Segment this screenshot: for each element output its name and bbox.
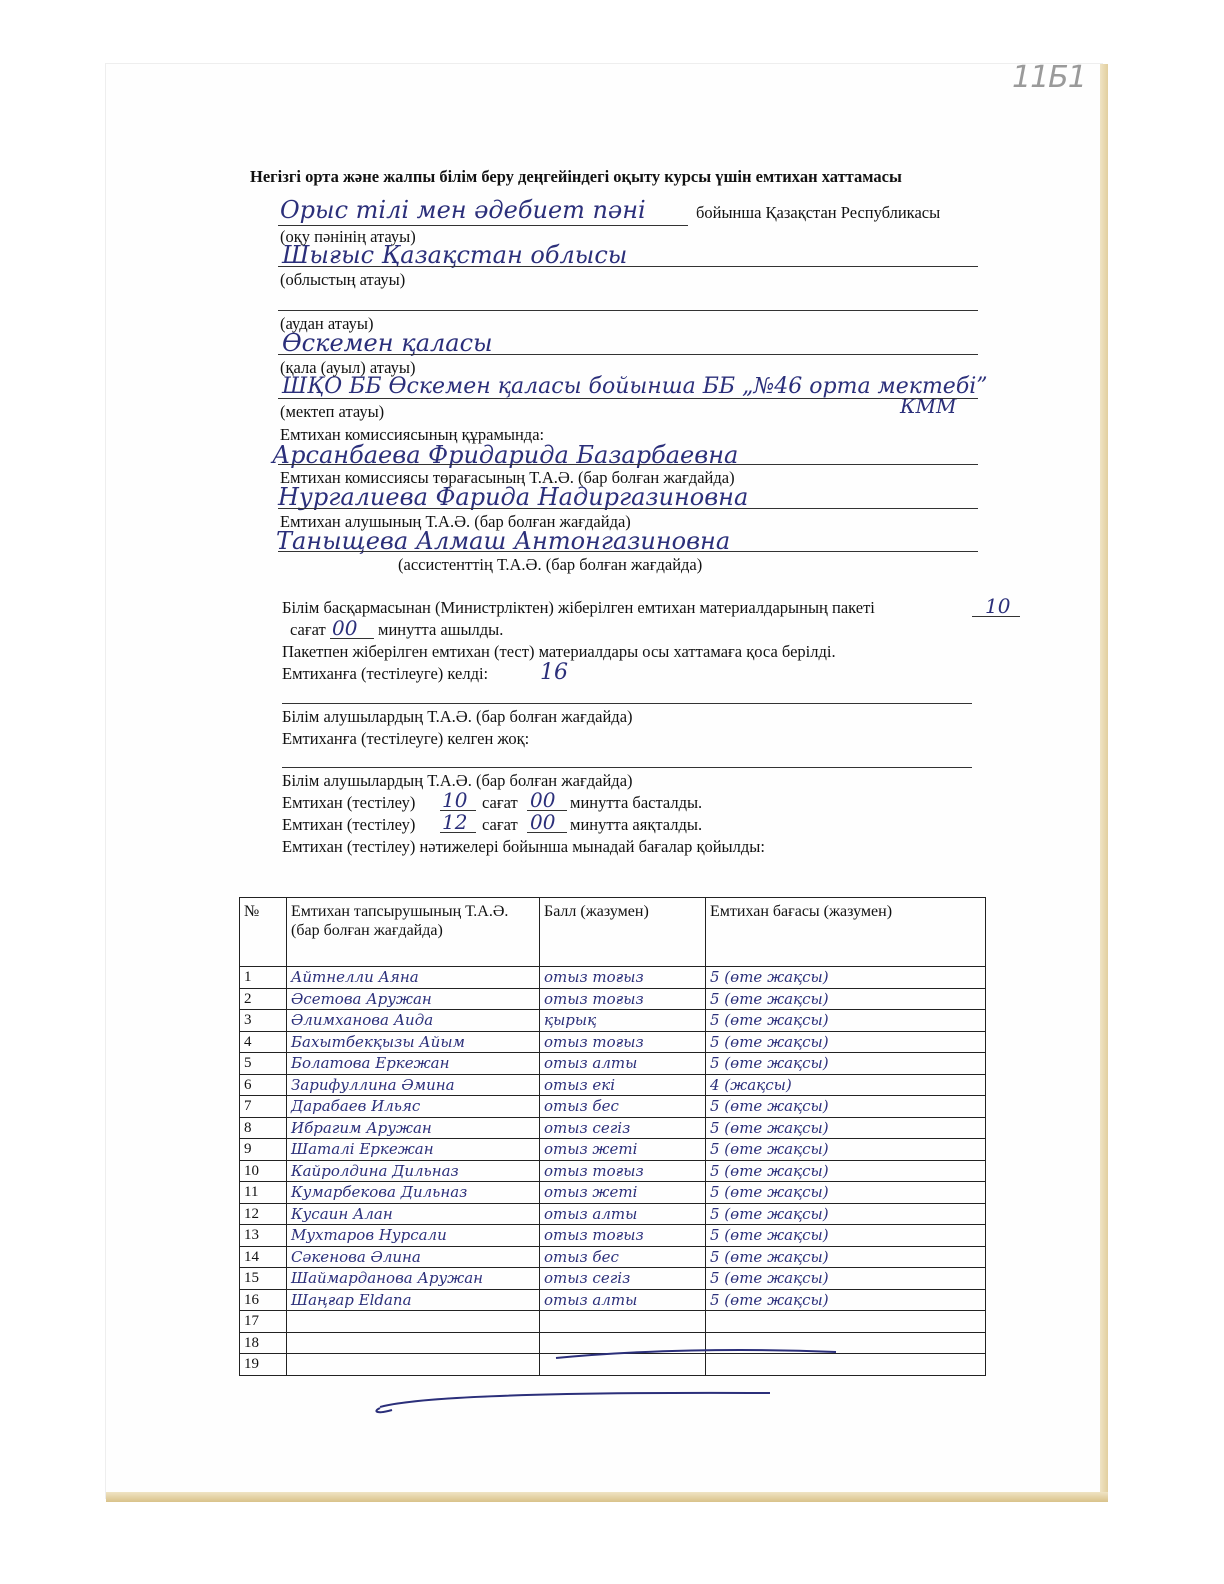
- row-number: 17: [240, 1311, 287, 1333]
- student-score: отыз тоғыз: [540, 967, 706, 989]
- row-number: 13: [240, 1225, 287, 1247]
- header-grade: Емтихан бағасы (жазумен): [706, 898, 986, 967]
- student-name: Әлимханова Аида: [287, 1010, 540, 1032]
- commission-chair-value: Арсанбаева Фридарида Базарбаевна: [272, 441, 739, 469]
- student-grade: 5 (өте жақсы): [706, 1203, 986, 1225]
- start-hour: 10: [442, 788, 468, 812]
- end-minute: 00: [530, 810, 556, 834]
- end-minute-label: минутта аяқталды.: [570, 815, 703, 834]
- header-name: Емтихан тапсырушының Т.А.Ә. (бар болған жағдайда): [287, 898, 540, 967]
- student-name: Әсетова Аружан: [287, 988, 540, 1010]
- results-label: Емтихан (тестілеу) нәтижелері бойынша мынадай бағалар қойылды:: [282, 837, 765, 856]
- school-label: (мектеп атауы): [280, 402, 385, 421]
- student-grade: 5 (өте жақсы): [706, 1246, 986, 1268]
- school-value-suffix: КММ: [900, 394, 957, 418]
- student-score: отыз тоғыз: [540, 1160, 706, 1182]
- student-score: отыз алты: [540, 1289, 706, 1311]
- strike-stroke: [376, 1408, 392, 1412]
- row-number: 1: [240, 967, 287, 989]
- student-grade: 5 (өте жақсы): [706, 1139, 986, 1161]
- package-attached-text: Пакетпен жіберілген емтихан (тест) материалдары осы хаттамаға қоса берілді.: [282, 642, 836, 661]
- student-score: отыз сегіз: [540, 1268, 706, 1290]
- student-grade: 5 (өте жақсы): [706, 1010, 986, 1032]
- row-number: 3: [240, 1010, 287, 1032]
- student-score: отыз бес: [540, 1246, 706, 1268]
- row-number: 18: [240, 1332, 287, 1354]
- start-label: Емтихан (тестілеу): [282, 793, 416, 812]
- package-hour: 10: [985, 594, 1011, 618]
- student-score: отыз алты: [540, 1203, 706, 1225]
- student-name: Шаталі Еркежан: [287, 1139, 540, 1161]
- student-score: отыз тоғыз: [540, 1031, 706, 1053]
- student-name: Кумарбекова Дильназ: [287, 1182, 540, 1204]
- student-grade: 5 (өте жақсы): [706, 1031, 986, 1053]
- row-number: 16: [240, 1289, 287, 1311]
- row-number: 4: [240, 1031, 287, 1053]
- row-number: 7: [240, 1096, 287, 1118]
- student-grade: 5 (өте жақсы): [706, 988, 986, 1010]
- student-name: Зарифуллина Әмина: [287, 1074, 540, 1096]
- student-grade: 5 (өте жақсы): [706, 1289, 986, 1311]
- student-score: отыз сегіз: [540, 1117, 706, 1139]
- row-number: 8: [240, 1117, 287, 1139]
- came-label: Емтиханға (тестілеуге) келді:: [282, 664, 489, 683]
- row-number: 12: [240, 1203, 287, 1225]
- corner-mark: 11Б1: [1012, 60, 1086, 95]
- student-name: Кусаин Алан: [287, 1203, 540, 1225]
- row-number: 5: [240, 1053, 287, 1075]
- student-grade: 5 (өте жақсы): [706, 1117, 986, 1139]
- student-name: Ибрагим Аружан: [287, 1117, 540, 1139]
- student-score: отыз алты: [540, 1053, 706, 1075]
- student-grade: 5 (өте жақсы): [706, 1225, 986, 1247]
- came-names-label: Білім алушылардың Т.А.Ә. (бар болған жағдайда): [282, 707, 633, 726]
- city-value: Өскемен қаласы: [282, 329, 493, 357]
- came-value: 16: [540, 660, 568, 685]
- student-name: Сәкенова Әлина: [287, 1246, 540, 1268]
- student-grade: 5 (өте жақсы): [706, 1268, 986, 1290]
- strike-stroke: [380, 1393, 770, 1407]
- absent-names-label: Білім алушылардың Т.А.Ә. (бар болған жағдайда): [282, 771, 633, 790]
- row-number: 19: [240, 1354, 287, 1376]
- student-name: Шаймарданова Аружан: [287, 1268, 540, 1290]
- student-grade: 5 (өте жақсы): [706, 1096, 986, 1118]
- student-name: Дарабаев Ильяс: [287, 1096, 540, 1118]
- end-hour-label: сағат: [482, 815, 518, 834]
- row-number: 9: [240, 1139, 287, 1161]
- student-name: Кайролдина Дильназ: [287, 1160, 540, 1182]
- end-label: Емтихан (тестілеу): [282, 815, 416, 834]
- row-number: 6: [240, 1074, 287, 1096]
- student-grade: 5 (өте жақсы): [706, 967, 986, 989]
- student-name: Мухтаров Нурсали: [287, 1225, 540, 1247]
- student-grade: 5 (өте жақсы): [706, 1053, 986, 1075]
- row-number: 14: [240, 1246, 287, 1268]
- examiner-value: Нургалиева Фарида Надиргазиновна: [278, 483, 749, 511]
- student-name: Шаңғар Еldana: [287, 1289, 540, 1311]
- assistant-label: (ассистенттің Т.А.Ә. (бар болған жағдайда): [398, 555, 703, 574]
- row-number: 2: [240, 988, 287, 1010]
- student-score: отыз тоғыз: [540, 988, 706, 1010]
- region-label: (облыстың атауы): [280, 270, 406, 289]
- end-hour: 12: [442, 810, 468, 834]
- student-grade: 5 (өте жақсы): [706, 1160, 986, 1182]
- package-hour-label: сағат: [290, 620, 326, 639]
- student-score: отыз жеті: [540, 1182, 706, 1204]
- student-name: Бахытбекқызы Айым: [287, 1031, 540, 1053]
- school-value: ШҚО ББ Өскемен қаласы бойынша ББ „№46 орта мектебі”: [282, 374, 988, 399]
- city-label: (қала (ауыл) атауы): [280, 358, 416, 377]
- student-score: отыз жеті: [540, 1139, 706, 1161]
- start-minute-label: минутта басталды.: [570, 793, 703, 812]
- package-minute-label: минутта ашылды.: [378, 620, 504, 639]
- subject-suffix: бойынша Қазақстан Республикасы: [696, 203, 941, 222]
- student-name: Болатова Еркежан: [287, 1053, 540, 1075]
- district-label: (аудан атауы): [280, 314, 374, 333]
- student-score: қырық: [540, 1010, 706, 1032]
- package-minute: 00: [332, 616, 358, 640]
- row-number: 15: [240, 1268, 287, 1290]
- region-value: Шығыс Қазақстан облысы: [282, 241, 628, 269]
- header-score: Балл (жазумен): [540, 898, 706, 967]
- assistant-value: Таныщева Алмаш Антонгазиновна: [276, 527, 731, 555]
- start-hour-label: сағат: [482, 793, 518, 812]
- student-score: отыз бес: [540, 1096, 706, 1118]
- commission-intro: Емтихан комиссиясының құрамында:: [280, 425, 545, 444]
- student-score: отыз тоғыз: [540, 1225, 706, 1247]
- examiner-label: Емтихан алушының Т.А.Ә. (бар болған жағдайда): [280, 512, 631, 531]
- strike-stroke: [556, 1350, 836, 1358]
- row-number: 11: [240, 1182, 287, 1204]
- student-name: Айтнелли Аяна: [287, 967, 540, 989]
- document-title: Негізгі орта және жалпы білім беру деңгейіндегі оқыту курсы үшін емтихан хаттамасы: [250, 167, 902, 186]
- start-minute: 00: [530, 788, 556, 812]
- header-number: №: [240, 898, 287, 967]
- student-grade: 5 (өте жақсы): [706, 1182, 986, 1204]
- student-grade: 4 (жақсы): [706, 1074, 986, 1096]
- commission-chair-label: Емтихан комиссиясы төрағасының Т.А.Ә. (бар болған жағдайда): [280, 468, 735, 487]
- package-opened-text: Білім басқармасынан (Министрліктен) жіберілген емтихан материалдарының пакеті: [282, 598, 875, 617]
- student-score: отыз екі: [540, 1074, 706, 1096]
- absent-label: Емтиханға (тестілеуге) келген жоқ:: [282, 729, 530, 748]
- subject-value: Орыс тілі мен әдебиет пәні: [280, 196, 646, 224]
- row-number: 10: [240, 1160, 287, 1182]
- subject-label: (оқу пәнінің атауы): [280, 227, 416, 246]
